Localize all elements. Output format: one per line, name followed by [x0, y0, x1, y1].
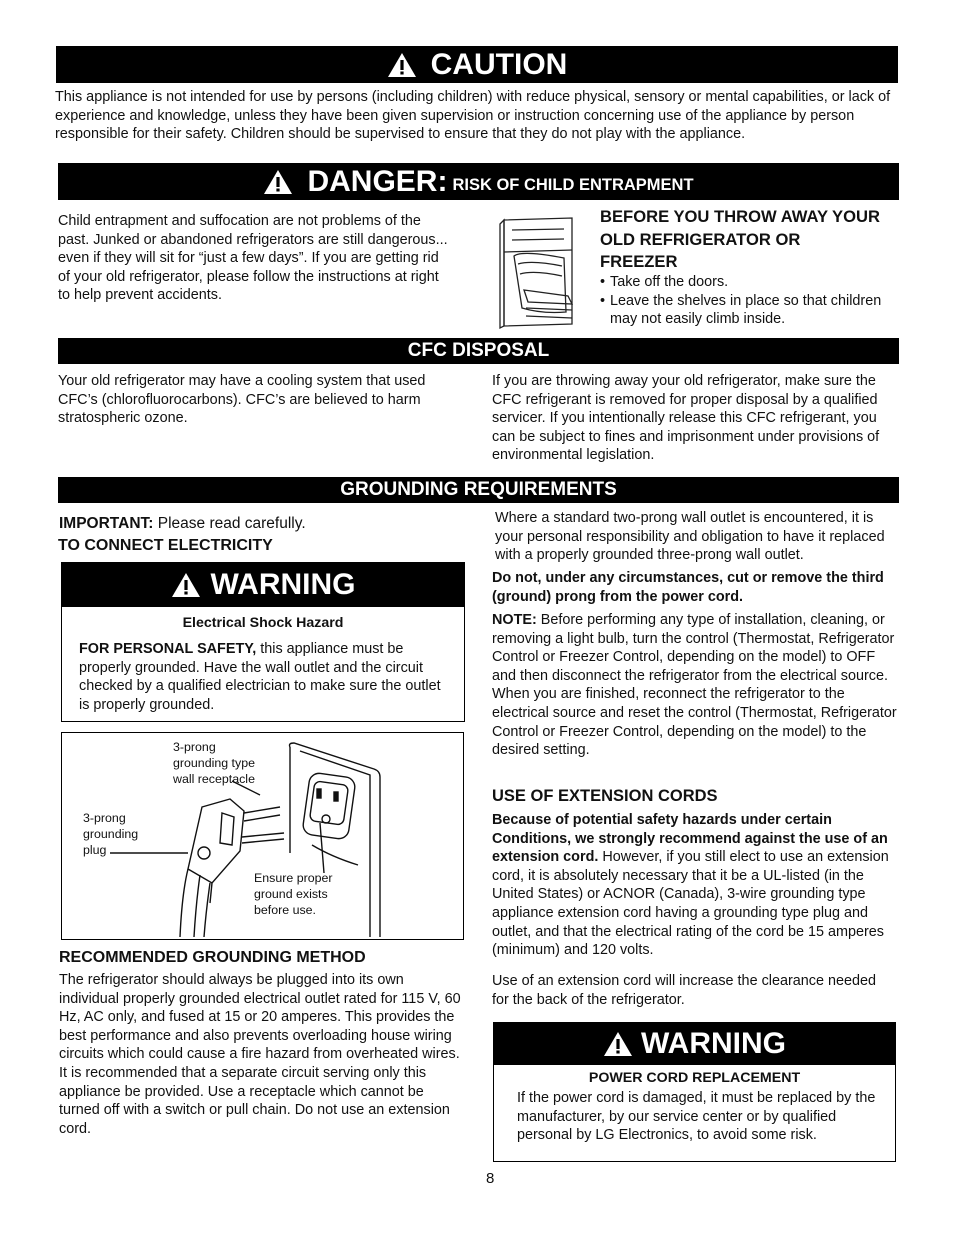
warning-box-power-cord — [493, 1022, 896, 1162]
note-text — [492, 611, 897, 760]
method-text: The refrigerator should always be plugged into its own individual properly grounded electrical outlet rated for 115 V, 60 Hz, AC only, and fused at 15 or 20 amperes. This provides the best performance and also prevents overloading house wiring circuits which could cause a fire hazard from overheated wires. It is recommended that a separate circuit serving only this appliance be provided. Use a receptacle which cannot be turned off with a switch or pull chain. Do not use an extension cord. — [59, 972, 461, 1137]
two-prong-text: Where a standard two-prong wall outlet is encountered, it is your personal responsibility and obligation to have it replaced with a properly grounded three-prong wall outlet. — [495, 510, 885, 564]
important-label: IMPORTANT: — [59, 515, 154, 532]
note-body: Before performing any type of installation, cleaning, or removing a light bulb, turn the control (Thermostat, Refrigerator Control or Freezer Control, depending on the model) to OFF and then disconnect the refrigerator from the electrical source. When you are finished, reconnect the refrigerator to the electrical source and reset the control (Thermostat, Refrigerator Control or Freezer Control, depending on the model) to the desired setting. — [492, 612, 897, 759]
caution-banner — [56, 46, 898, 83]
danger-title: DANGER: — [307, 164, 448, 198]
receptacle-label: 3-prong grounding type wall receptacle — [173, 740, 255, 786]
note-label: NOTE: — [492, 612, 537, 628]
ensure-ground-label: Ensure proper ground exists before use. — [254, 871, 333, 917]
warning-triangle-icon — [263, 169, 293, 195]
ext-bold: Because of potential safety hazards under certain Conditions, we strongly recommend against the use of an extension cord. — [492, 812, 888, 866]
ext-body: However, if you still elect to use an extension cord, it is absolutely necessary that it be a UL-listed (in the United States) or ACNOR (Canada), 3-wire grounding type appliance extension cord having a grounding type plug and outlet, and that the electrical rating of the cord be 15 amperes (minimum) and 120 volts. — [492, 849, 889, 959]
warning-body: this appliance must be properly grounded. Have the wall outlet and the circuit checked by a qualified electrician to make sure the outlet is properly grounded. — [79, 641, 441, 713]
warning-text — [79, 640, 450, 714]
danger-banner — [58, 163, 899, 200]
warning-bold-lead: FOR PERSONAL SAFETY, — [79, 641, 257, 657]
caution-body: This appliance is not intended for use by persons (including children) with reduce physical, sensory or mental capabilities, or lack of experience and knowledge, unless they have been given supervision or instruction concerning use of the appliance by person responsible for their safety. Children should be supervised to ensure that they do not play with the appliance. — [55, 89, 891, 143]
list-item: • Take off the doors. — [600, 274, 729, 290]
danger-bullets — [600, 273, 890, 329]
list-item: • Leave the shelves in place so that children may not easily climb inside. — [600, 292, 882, 328]
cfc-right-text: If you are throwing away your old refrigerator, make sure the CFC refrigerant is removed for proper disposal by a qualified servicer. If you intentionally release this CFC refrigerant, you can be subject to fines and imprisonment under provisions of environmental legislation. — [492, 373, 880, 464]
danger-left-text: Child entrapment and suffocation are not problems of the past. Junked or abandoned refrigerators are still dangerous... even if they will sit for “just a few days”. If you are getting rid of your old refrigerator, please follow the instructions at right to help prevent accidents. — [58, 213, 448, 304]
cfc-left-text: Your old refrigerator may have a cooling system that used CFC’s (chlorofluorocarbons). CFC’s are believed to harm stratospheric ozone. — [58, 373, 426, 427]
clearance-text: Use of an extension cord will increase the clearance needed for the back of the refrigerator. — [492, 973, 876, 1008]
warning-header — [494, 1023, 895, 1065]
ext-heading: USE OF EXTENSION CORDS — [492, 787, 718, 805]
warning-box-electrical — [61, 562, 465, 722]
warning-title: WARNING — [210, 568, 356, 601]
warning-subtitle: Electrical Shock Hazard — [182, 615, 344, 631]
warning-triangle-icon — [387, 52, 417, 78]
grounding-banner — [58, 477, 899, 503]
warning-title: WARNING — [641, 1027, 786, 1060]
caution-title: CAUTION — [430, 47, 568, 81]
warning-header — [62, 563, 464, 607]
refrigerator-illustration — [492, 212, 582, 330]
danger-right-heading: BEFORE YOU THROW AWAY YOUR OLD REFRIGERATOR OR FREEZER — [600, 207, 880, 271]
warning-triangle-icon — [603, 1031, 633, 1057]
ext-text — [492, 811, 904, 960]
warning-body: If the power cord is damaged, it must be replaced by the manufacturer, by our service center or by qualified personal by LG Electronics, to avoid some risk. — [517, 1090, 876, 1144]
warning-subtitle: POWER CORD REPLACEMENT — [588, 1070, 801, 1086]
cfc-title: CFC DISPOSAL — [407, 340, 550, 361]
important-text: Please read carefully. — [157, 515, 306, 532]
method-heading: RECOMMENDED GROUNDING METHOD — [59, 949, 366, 966]
cfc-banner — [58, 338, 899, 364]
grounding-title: GROUNDING REQUIREMENTS — [340, 479, 617, 500]
warning-triangle-icon — [171, 572, 201, 598]
plug-label: 3-prong grounding plug — [83, 811, 139, 857]
page-number: 8 — [486, 1170, 495, 1187]
connect-heading: TO CONNECT ELECTRICITY — [58, 537, 273, 554]
grounding-diagram — [61, 732, 464, 940]
important-line — [59, 514, 306, 533]
danger-subtitle: RISK OF CHILD ENTRAPMENT — [452, 176, 694, 194]
do-not-text: Do not, under any circumstances, cut or remove the third (ground) prong from the power cord. — [492, 570, 884, 605]
